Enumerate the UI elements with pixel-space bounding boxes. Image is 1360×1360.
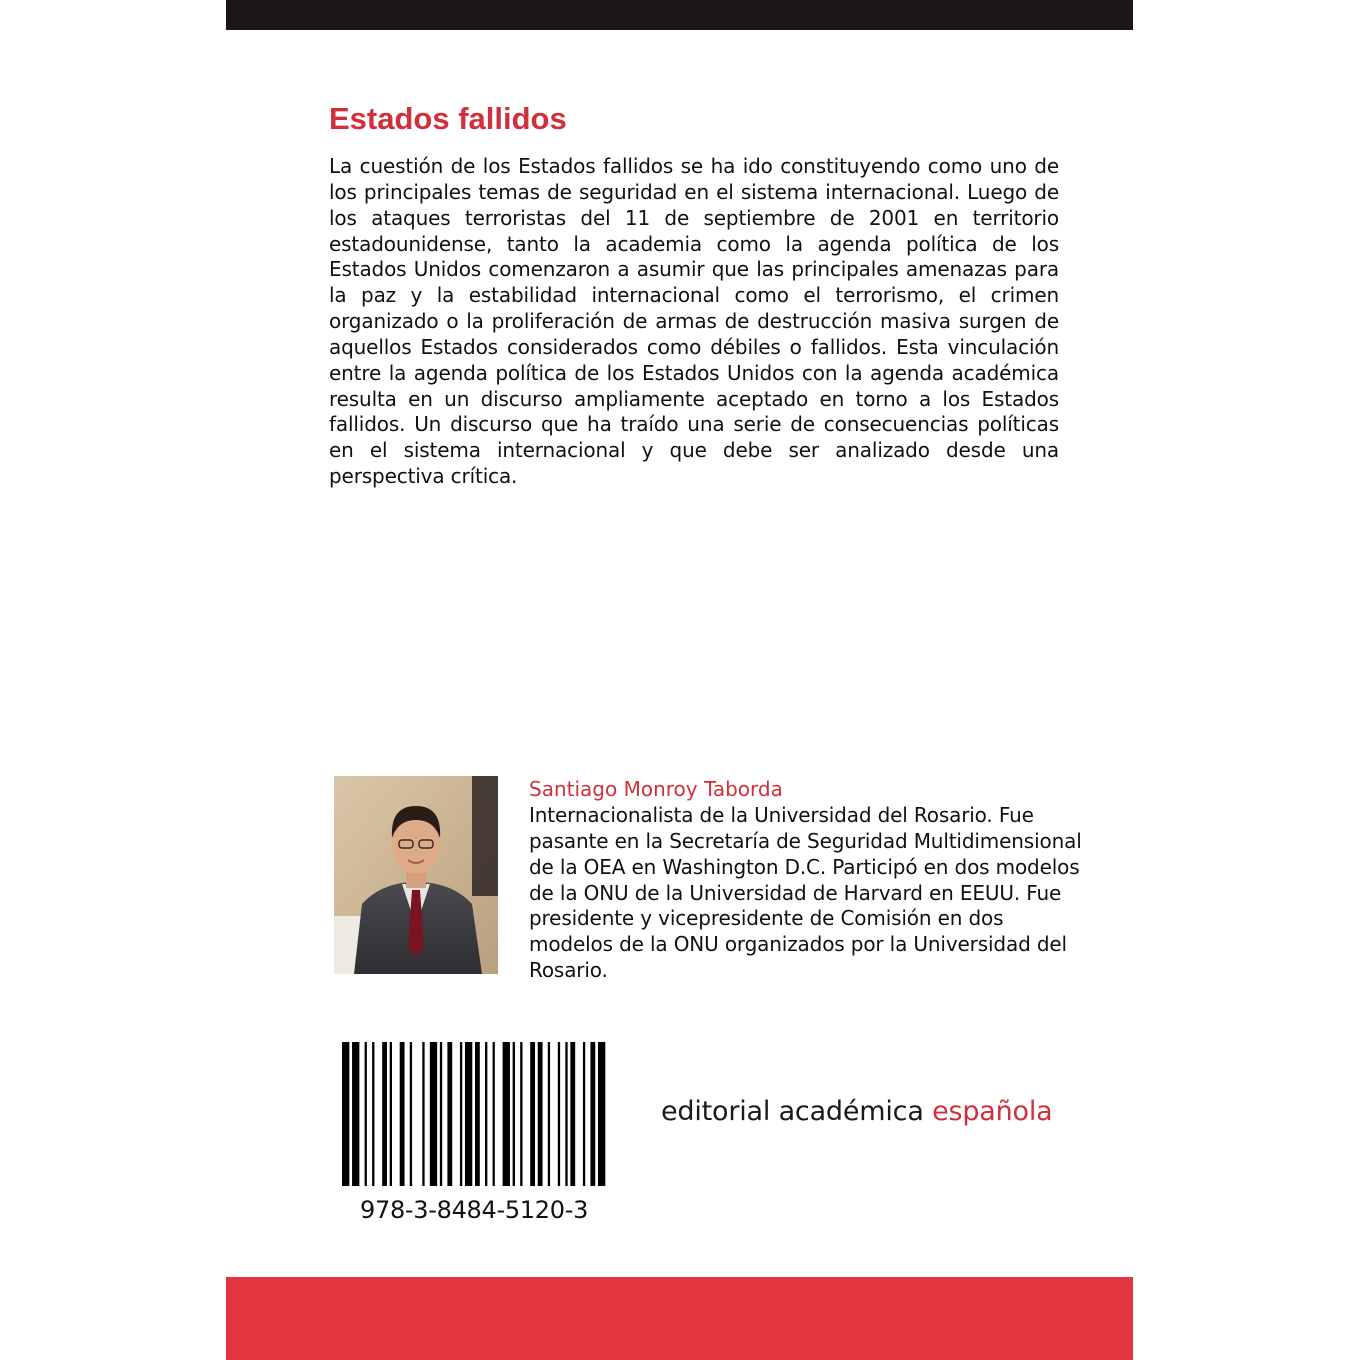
barcode-bar [422, 1042, 424, 1186]
author-bio: Internacionalista de la Universidad del Rosario. Fue pasante en la Secretaría de Seguridad Multidimensional de la OEA en Washington D.C. Participó en dos modelos de la ONU de la Universidad de Harvard en EEUU. Fue presidente y vicepresidente de Comisión en dos modelos de la ONU organizados por la Universidad del Rosario. [529, 803, 1082, 983]
bottom-red-band [226, 1277, 1133, 1360]
author-photo [334, 776, 498, 974]
publisher-logo [661, 1095, 1053, 1129]
barcode-bar [372, 1042, 374, 1186]
barcode-bar [382, 1042, 387, 1186]
barcode-bar [530, 1042, 535, 1186]
book-back-cover [226, 0, 1133, 1360]
barcode-bar [590, 1042, 595, 1186]
isbn-number: 978-3-8484-5120-3 [360, 1196, 589, 1224]
top-black-band [226, 0, 1133, 30]
barcode-bar [538, 1042, 543, 1186]
barcode-bar [565, 1042, 567, 1186]
barcode-bar [558, 1042, 560, 1186]
barcode-bar [410, 1042, 412, 1186]
barcode-bar [365, 1042, 367, 1186]
barcode-bar [475, 1042, 480, 1186]
isbn-barcode [342, 1042, 608, 1186]
barcode-bar [440, 1042, 442, 1186]
author-portrait-image [334, 776, 498, 974]
barcode-bar [493, 1042, 495, 1186]
barcode-bar [485, 1042, 487, 1186]
author-name: Santiago Monroy Taborda [529, 777, 783, 801]
barcode-bar [570, 1042, 575, 1186]
barcode-bar [583, 1042, 585, 1186]
book-title: Estados fallidos [329, 101, 567, 136]
barcode-bar [447, 1042, 452, 1186]
barcode-bar [548, 1042, 550, 1186]
barcode-bar [352, 1042, 359, 1186]
barcode-bar [430, 1042, 437, 1186]
publisher-name-part1: editorial académica [661, 1096, 924, 1127]
barcode-bar [598, 1042, 605, 1186]
barcode-bar [460, 1042, 462, 1186]
book-blurb: La cuestión de los Estados fallidos se ha ido constituyendo como uno de los principales temas de seguridad en el sistema internacional. Luego de los ataques terroristas del 11 de septiembre de 2001 en territorio estadounidense, tanto la academia como la agenda política de los Estados Unidos comenzaron a asumir que las principales amenazas para la paz y la estabilidad internacional como el terrorismo, el crimen organizado o la proliferación de armas de destrucción masiva surgen de aquellos Estados considerados como débiles o fallidos. Esta vinculación entre la agenda política de los Estados Unidos con la agenda académica resulta en un discurso ampliamente aceptado en torno a los Estados fallidos. Un discurso que ha traído una serie de consecuencias políticas en el sistema internacional y que debe ser analizado desde una perspectiva crítica. [329, 154, 1059, 489]
barcode-bar [513, 1042, 515, 1186]
barcode-bar [465, 1042, 472, 1186]
barcode-bar [503, 1042, 510, 1186]
publisher-name-part2: española [932, 1096, 1053, 1127]
barcode-bar [342, 1042, 349, 1186]
barcode-bar [400, 1042, 405, 1186]
barcode-bar [390, 1042, 392, 1186]
barcode-bar [520, 1042, 522, 1186]
